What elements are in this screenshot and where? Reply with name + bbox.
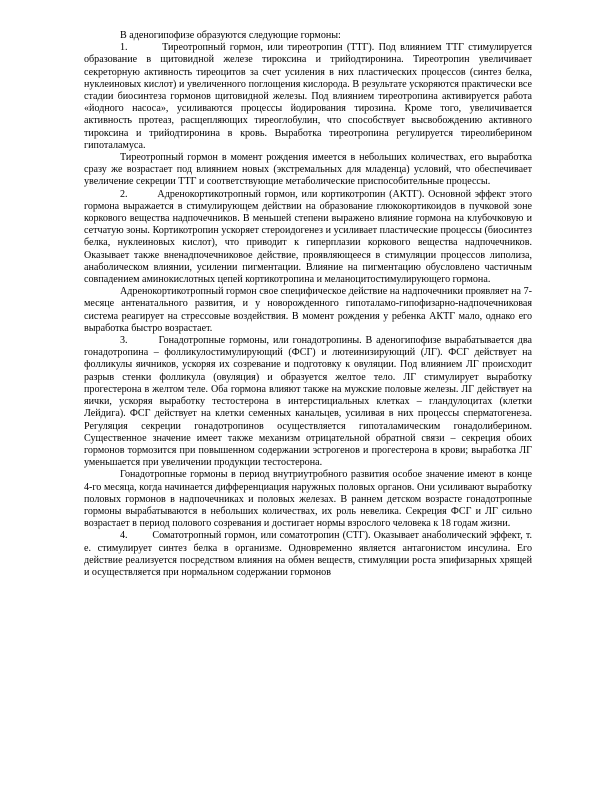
paragraph-acth: 2. Адренокортикотропный гормон, или кортикотропин (АКТГ). Основной эффект этого гормона выражается в стимулирующем действии на образование глюкокортикоидов в пучковой зоне коркового вещества надпочечников. В меньшей степени выражено влияние гормона на клубочковую и сетчатую зоны. Кортикотропин ускоряет стероидогенез и усиливает пластические процессы (биосинтез белка, нуклеиновых кислот), что приводит к гиперплазии коркового вещества надпочечников. Оказывает также вненадпочечниковое действие, проявляющееся в стимуляции процессов липолиза, анаболическом влиянии, усилении пигментации. Влияние на пигментацию обусловлено частичным совпадением аминокислотных цепей кортикотропина и меланоцитостимулирующего гормона. (84, 188, 532, 286)
paragraph-somatotropin: 4. Соматотропный гормон, или соматотропин (СТГ). Оказывает анаболический эффект, т. е. стимулирует синтез белка в организме. Одновременно является антагонистом инсулина. Его действие реализуется посредством влияния на обмен веществ, стимуляции роста эпифизарных хрящей и осуществляется при нормальном содержании гормонов (84, 530, 532, 578)
paragraph-gonadotropins-development: Гонадотропные гормоны в период внутриутробного развития особое значение имеют в конце 4-го месяца, когда начинается дифференциация наружных половых органов. Они усиливают выработку половых гормонов в надпочечниках и половых железах. В раннем детском возрасте гонадотропные гормоны вырабатываются в небольших количествах, их роль невелика. Секреция ФСГ и ЛГ сильно возрастает в период полового созревания и достигает нормы взрослого человека к 18 годам жизни. (84, 469, 532, 530)
paragraph-tsh-newborn: Тиреотропный гормон в момент рождения имеется в небольших количествах, его выработка сразу же возрастает под влиянием новых (экстремальных для младенца) условий, что обеспечивает увеличение секреции ТТГ и соответствующие метаболические приспособительные процессы. (84, 152, 532, 188)
intro-line: В аденогипофизе образуются следующие гормоны: (120, 30, 341, 41)
document-page (84, 30, 532, 579)
paragraph-acth-development: Адренокортикотропный гормон свое специфическое действие на надпочечники проявляет на 7-месяце антенатального развития, и у новорожденного гипоталамо-гипофизарно-надпочечниковая система реагирует на стрессовые воздействия. В момент рождения у ребенка АКТГ мало, однако его выработка быстро возрастает. (84, 286, 532, 334)
paragraph-tsh: 1. Тиреотропный гормон, или тиреотропин (ТТГ). Под влиянием ТТГ стимулируется образование в щитовидной железе тироксина и трийодтиронина. Тиреотропин увеличивает секреторную активность тиреоцитов за счет усиления в них пластических процессов (синтез белка, нуклеиновых кислот) и увеличенного поглощения кислорода. В результате ускоряются практически все стадии биосинтеза гормонов щитовидной железы. Под влиянием тиреотропина активируется работа «йодного насоса», усиливаются процессы йодирования тирозина. Кроме того, увеличивается активность протеаз, расщепляющих тиреоглобулин, что способствует высвобождению активного тироксина и трийодтиронина в кровь. Выработка тиреотропина регулируется тиреолиберином гипоталамуса. (84, 42, 532, 151)
paragraph-gonadotropins: 3. Гонадотропные гормоны, или гонадотропины. В аденогипофизе вырабатывается два гонадотропина – фолликулостимулирующий (ФСГ) и лютеинизирующий (ЛГ). ФСГ действует на фолликулы яичников, ускоряя их созревание и подготовку к овуляции. Под влиянием ЛГ происходит разрыв стенки фолликула (овуляция) и образуется желтое тело. ЛГ стимулирует выработку прогестерона в желтом теле. Оба гормона влияют также на мужские половые железы. ЛГ действует на яички, ускоряя выработку тестостерона в интерстициальных клетках – гландулоцитах (клетки Лейдига). ФСГ действует на клетки семенных канальцев, усиливая в них процессы сперматогенеза. Регуляция секреции гонадотропинов осуществляется гипоталамическим гонадолиберином. Существенное значение имеет также механизм отрицательной обратной связи – секреция обоих гормонов тормозится при повышенном содержании эстрогенов и прогестерона в крови; выработка ЛГ уменьшается при увеличении продукции тестостерона. (84, 335, 532, 469)
